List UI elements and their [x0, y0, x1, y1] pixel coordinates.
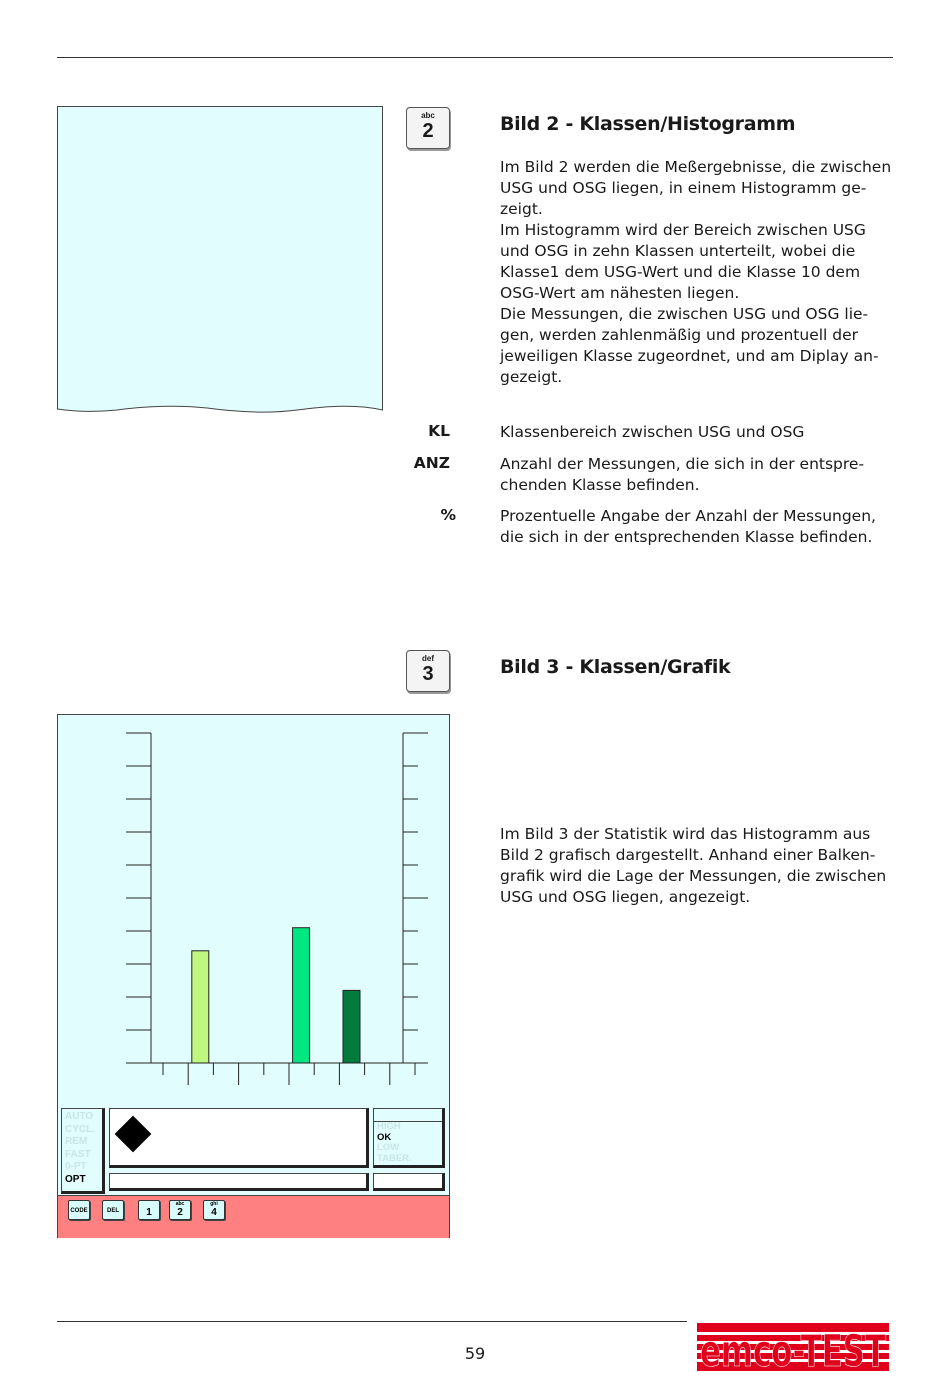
section3-paragraph-line: grafik wird die Lage der Messungen, die zwischen: [500, 867, 887, 885]
graphic-screen: [57, 714, 450, 1238]
section2-paragraph-line: und OSG in zehn Klassen unterteilt, wobei die: [500, 242, 856, 260]
device-key-2[interactable]: abc 2: [169, 1200, 191, 1220]
term-percent: %: [440, 506, 456, 524]
definition-line: Anzahl der Messungen, die sich in der entspre-: [500, 455, 865, 473]
section2-title: Bild 2 - Klassen/Histogramm: [500, 113, 796, 135]
footer-rule: [57, 1321, 687, 1322]
key-2-icon: abc 2: [406, 107, 450, 149]
mode-item: OPT: [65, 1173, 86, 1185]
section2-paragraph-line: jeweiligen Klasse zugeordnet, und am Diplay an-: [500, 347, 879, 365]
def-kl: [500, 422, 895, 443]
key-3-icon: def 3: [406, 650, 450, 692]
def-percent: [500, 506, 895, 548]
status-item: OK: [377, 1131, 392, 1143]
device-key-code[interactable]: CODE: [68, 1200, 90, 1220]
definition-line: Klassenbereich zwischen USG und OSG: [500, 423, 805, 441]
section2-paragraph-line: OSG-Wert am nähesten liegen.: [500, 284, 740, 302]
device-key-1[interactable]: 1: [138, 1200, 160, 1220]
mode-item: FAST: [65, 1148, 91, 1160]
term-kl: KL: [428, 422, 450, 440]
definition-line: die sich in der entsprechenden Klasse befinden.: [500, 528, 873, 546]
section3-paragraph-line: Im Bild 3 der Statistik wird das Histogramm aus: [500, 825, 871, 843]
section2-paragraph-line: Im Bild 2 werden die Meßergebnisse, die zwischen: [500, 158, 892, 176]
svg-text:emco-TEST: emco-TEST: [700, 1326, 886, 1377]
histogram-screen-image: [57, 106, 383, 418]
device-key-del[interactable]: DEL: [102, 1200, 124, 1220]
section2-paragraph-line: USG und OSG liegen, in einem Histogramm ge-: [500, 179, 867, 197]
status-list: [373, 1108, 445, 1168]
section2-paragraph: [500, 157, 895, 388]
mode-item: CYCL.: [65, 1123, 95, 1135]
main-display: [109, 1108, 369, 1168]
term-anz: ANZ: [413, 454, 450, 472]
input-line-small: [373, 1173, 445, 1191]
section2-paragraph-line: Im Histogramm wird der Bereich zwischen USG: [500, 221, 866, 239]
definition-line: chenden Klasse befinden.: [500, 476, 700, 494]
mode-item: AUTO: [65, 1111, 94, 1122]
header-rule: [57, 57, 893, 58]
input-line: [109, 1173, 369, 1191]
status-item: TABER.: [377, 1152, 412, 1164]
bar-class-2: [192, 951, 209, 1063]
key-bar: [58, 1195, 449, 1238]
section2-paragraph-line: Die Messungen, die zwischen USG und OSG lie-: [500, 305, 869, 323]
emco-test-logo: [695, 1321, 891, 1377]
status-item: LOW: [377, 1142, 400, 1153]
mode-item: REM: [65, 1136, 88, 1148]
section2-paragraph-line: gezeigt.: [500, 368, 563, 386]
device-key-4[interactable]: ghi 4: [203, 1200, 225, 1220]
section2-paragraph-line: zeigt.: [500, 200, 543, 218]
mode-list: [61, 1108, 105, 1194]
histogram-chart: [58, 715, 449, 1105]
section3-paragraph-line: Bild 2 grafisch dargestellt. Anhand einer Balken-: [500, 846, 876, 864]
def-anz: [500, 454, 895, 496]
diamond-icon: [115, 1116, 152, 1153]
section2-paragraph-line: gen, werden zahlenmäßig und prozentuell der: [500, 326, 859, 344]
section2-paragraph-line: Klasse1 dem USG-Wert und die Klasse 10 dem: [500, 263, 861, 281]
section3-paragraph: [500, 824, 895, 908]
bar-class-8: [343, 990, 360, 1063]
page-number: 59: [464, 1344, 486, 1363]
status-item: HIGH: [377, 1121, 401, 1132]
definition-line: Prozentuelle Angabe der Anzahl der Messungen,: [500, 507, 876, 525]
section3-title: Bild 3 - Klassen/Grafik: [500, 656, 731, 678]
mode-item: 0-PT: [65, 1161, 87, 1173]
bar-class-6: [293, 928, 310, 1063]
section3-paragraph-line: USG und OSG liegen, angezeigt.: [500, 888, 751, 906]
